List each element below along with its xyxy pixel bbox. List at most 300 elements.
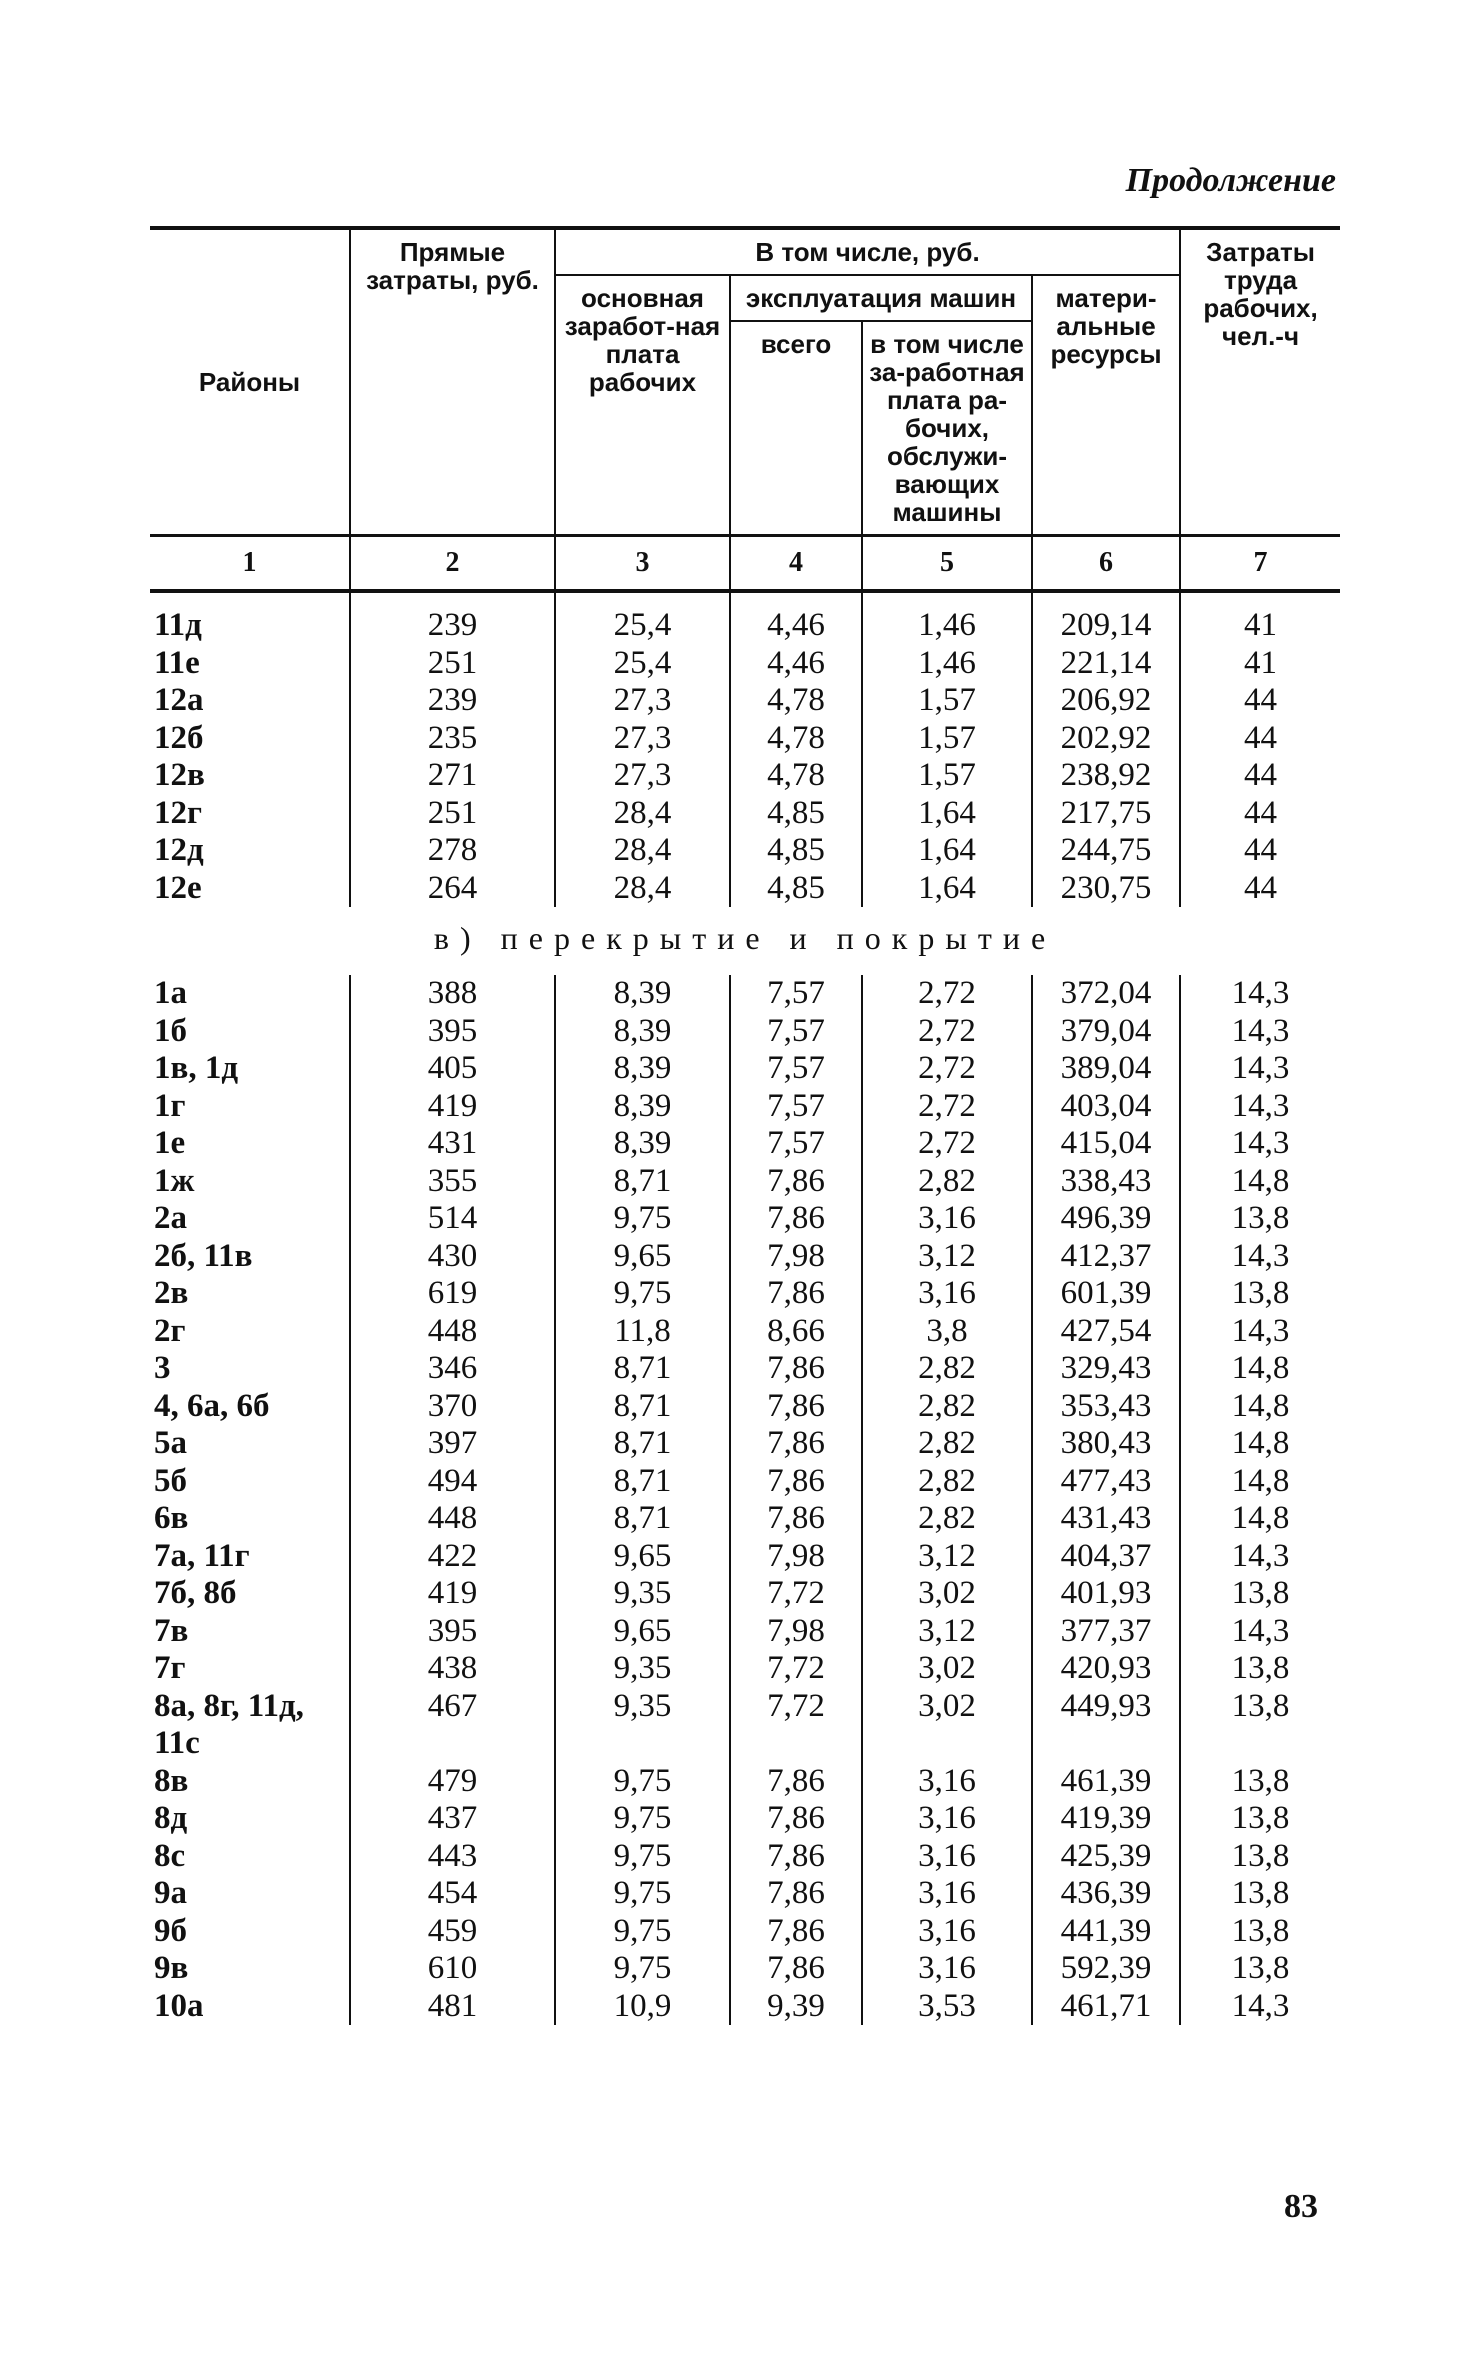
header-machines-wage: в том числе за-работная плата ра-бочих, обслужи-вающих машины <box>862 321 1032 536</box>
value-cell: 2,82 <box>862 1425 1032 1463</box>
value-cell: 7,98 <box>730 1538 862 1576</box>
value-cell: 3,16 <box>862 1838 1032 1876</box>
value-cell: 1,57 <box>862 757 1032 795</box>
value-cell: 14,3 <box>1180 1088 1340 1126</box>
value-cell: 14,3 <box>1180 1050 1340 1088</box>
table-body <box>150 591 1340 2025</box>
value-cell: 1,57 <box>862 682 1032 720</box>
header-machines-total: всего <box>730 321 862 536</box>
value-cell: 13,8 <box>1180 1950 1340 1988</box>
region-cell: 12г <box>154 794 202 831</box>
value-cell <box>862 1725 1032 1763</box>
value-cell: 206,92 <box>1032 682 1180 720</box>
region-cell: 1е <box>154 1125 186 1161</box>
value-cell: 448 <box>350 1313 555 1351</box>
value-cell: 8,39 <box>555 975 730 1013</box>
value-cell: 44 <box>1180 832 1340 870</box>
column-number: 5 <box>862 536 1032 592</box>
value-cell: 338,43 <box>1032 1163 1180 1201</box>
value-cell: 7,86 <box>730 1950 862 1988</box>
value-cell: 436,39 <box>1032 1875 1180 1913</box>
value-cell: 7,86 <box>730 1163 862 1201</box>
region-cell: 2б, 11в <box>154 1237 253 1274</box>
value-cell: 239 <box>350 682 555 720</box>
value-cell: 8,66 <box>730 1313 862 1351</box>
region-cell: 2г <box>154 1312 186 1349</box>
value-cell: 9,39 <box>730 1988 862 2026</box>
header-direct-costs: Прямые затраты, руб. <box>350 228 555 536</box>
value-cell: 7,86 <box>730 1388 862 1426</box>
value-cell: 355 <box>350 1163 555 1201</box>
region-cell: 5б <box>154 1462 187 1499</box>
region-cell: 1б <box>154 1012 187 1049</box>
value-cell: 14,8 <box>1180 1350 1340 1388</box>
region-cell: 1г <box>154 1087 186 1124</box>
value-cell: 370 <box>350 1388 555 1426</box>
value-cell: 28,4 <box>555 870 730 908</box>
value-cell: 419 <box>350 1575 555 1613</box>
value-cell: 610 <box>350 1950 555 1988</box>
value-cell: 7,57 <box>730 1088 862 1126</box>
value-cell: 27,3 <box>555 720 730 758</box>
region-cell: 5а <box>154 1425 187 1461</box>
region-cell: 1в, 1д <box>154 1050 239 1086</box>
value-cell: 8,39 <box>555 1125 730 1163</box>
value-cell: 514 <box>350 1200 555 1238</box>
region-cell: 9б <box>154 1912 187 1949</box>
value-cell: 7,57 <box>730 1013 862 1051</box>
value-cell: 9,75 <box>555 1763 730 1801</box>
value-cell: 437 <box>350 1800 555 1838</box>
region-cell: 8а, 8г, 11д, <box>154 1687 304 1724</box>
value-cell: 4,85 <box>730 870 862 908</box>
value-cell: 2,72 <box>862 975 1032 1013</box>
table-row <box>150 1350 1340 1388</box>
table-row <box>150 975 1340 1013</box>
value-cell: 494 <box>350 1463 555 1501</box>
value-cell: 4,78 <box>730 682 862 720</box>
value-cell: 7,72 <box>730 1575 862 1613</box>
value-cell: 477,43 <box>1032 1463 1180 1501</box>
region-cell: 7г <box>154 1650 186 1686</box>
value-cell: 481 <box>350 1988 555 2026</box>
table-row <box>150 795 1340 833</box>
value-cell: 3,16 <box>862 1800 1032 1838</box>
value-cell: 9,65 <box>555 1238 730 1276</box>
value-cell: 28,4 <box>555 832 730 870</box>
value-cell: 8,71 <box>555 1350 730 1388</box>
value-cell: 13,8 <box>1180 1800 1340 1838</box>
column-number: 6 <box>1032 536 1180 592</box>
value-cell: 3,02 <box>862 1575 1032 1613</box>
table-row <box>150 1800 1340 1838</box>
table-row <box>150 757 1340 795</box>
value-cell: 8,71 <box>555 1425 730 1463</box>
value-cell: 4,78 <box>730 720 862 758</box>
value-cell: 230,75 <box>1032 870 1180 908</box>
value-cell: 44 <box>1180 757 1340 795</box>
region-cell: 11д <box>154 607 202 643</box>
table-row <box>150 1275 1340 1313</box>
value-cell: 7,86 <box>730 1463 862 1501</box>
table-row <box>150 645 1340 683</box>
region-cell: 1а <box>154 975 187 1011</box>
value-cell: 3,16 <box>862 1875 1032 1913</box>
value-cell: 1,64 <box>862 870 1032 908</box>
value-cell: 9,75 <box>555 1913 730 1951</box>
header-regions: Районы <box>150 228 350 536</box>
value-cell: 3,02 <box>862 1688 1032 1726</box>
region-cell: 3 <box>154 1350 171 1386</box>
region-cell: 2в <box>154 1275 189 1311</box>
region-cell: 9а <box>154 1875 187 1911</box>
table-row <box>150 1388 1340 1426</box>
region-cell: 12б <box>154 719 204 756</box>
page-number: 83 <box>1284 2188 1318 2225</box>
region-cell: 11е <box>154 644 200 681</box>
region-cell: 6в <box>154 1500 189 1536</box>
value-cell: 419 <box>350 1088 555 1126</box>
value-cell: 13,8 <box>1180 1200 1340 1238</box>
value-cell: 412,37 <box>1032 1238 1180 1276</box>
value-cell: 415,04 <box>1032 1125 1180 1163</box>
value-cell: 3,16 <box>862 1913 1032 1951</box>
value-cell: 217,75 <box>1032 795 1180 833</box>
value-cell: 372,04 <box>1032 975 1180 1013</box>
value-cell: 2,72 <box>862 1013 1032 1051</box>
value-cell <box>1032 1725 1180 1763</box>
value-cell: 1,46 <box>862 591 1032 645</box>
table-row <box>150 1238 1340 1276</box>
value-cell: 13,8 <box>1180 1275 1340 1313</box>
table-row <box>150 832 1340 870</box>
value-cell: 454 <box>350 1875 555 1913</box>
value-cell: 25,4 <box>555 645 730 683</box>
column-numbers-row <box>150 536 1340 592</box>
value-cell: 388 <box>350 975 555 1013</box>
value-cell: 7,98 <box>730 1613 862 1651</box>
value-cell: 431 <box>350 1125 555 1163</box>
value-cell: 14,8 <box>1180 1425 1340 1463</box>
region-cell: 7б, 8б <box>154 1575 237 1611</box>
value-cell: 14,3 <box>1180 1238 1340 1276</box>
column-number: 1 <box>150 536 350 592</box>
table-row <box>150 1913 1340 1951</box>
table-row <box>150 1463 1340 1501</box>
value-cell: 395 <box>350 1613 555 1651</box>
value-cell: 405 <box>350 1050 555 1088</box>
value-cell: 25,4 <box>555 591 730 645</box>
value-cell: 4,85 <box>730 832 862 870</box>
value-cell: 441,39 <box>1032 1913 1180 1951</box>
value-cell: 9,75 <box>555 1838 730 1876</box>
value-cell: 41 <box>1180 645 1340 683</box>
value-cell: 2,82 <box>862 1163 1032 1201</box>
value-cell: 592,39 <box>1032 1950 1180 1988</box>
column-number: 7 <box>1180 536 1340 592</box>
value-cell: 2,72 <box>862 1050 1032 1088</box>
value-cell: 7,86 <box>730 1763 862 1801</box>
value-cell: 7,86 <box>730 1875 862 1913</box>
value-cell: 380,43 <box>1032 1425 1180 1463</box>
value-cell: 2,72 <box>862 1088 1032 1126</box>
region-cell: 11с <box>154 1725 200 1761</box>
value-cell: 431,43 <box>1032 1500 1180 1538</box>
value-cell: 9,35 <box>555 1650 730 1688</box>
value-cell: 9,75 <box>555 1275 730 1313</box>
value-cell: 8,39 <box>555 1088 730 1126</box>
table-row <box>150 1163 1340 1201</box>
value-cell: 238,92 <box>1032 757 1180 795</box>
value-cell: 44 <box>1180 795 1340 833</box>
value-cell: 1,46 <box>862 645 1032 683</box>
region-cell: 12в <box>154 757 205 793</box>
value-cell: 13,8 <box>1180 1913 1340 1951</box>
value-cell <box>350 1725 555 1763</box>
header-including-group: В том числе, руб. <box>555 228 1180 275</box>
region-cell: 1ж <box>154 1162 195 1199</box>
value-cell: 346 <box>350 1350 555 1388</box>
value-cell: 8,71 <box>555 1388 730 1426</box>
value-cell: 7,98 <box>730 1238 862 1276</box>
value-cell: 14,3 <box>1180 1613 1340 1651</box>
value-cell: 7,57 <box>730 1125 862 1163</box>
value-cell: 7,86 <box>730 1800 862 1838</box>
value-cell: 44 <box>1180 870 1340 908</box>
value-cell: 7,86 <box>730 1838 862 1876</box>
value-cell: 221,14 <box>1032 645 1180 683</box>
value-cell: 422 <box>350 1538 555 1576</box>
value-cell: 9,35 <box>555 1575 730 1613</box>
value-cell: 8,71 <box>555 1463 730 1501</box>
value-cell: 430 <box>350 1238 555 1276</box>
value-cell: 9,65 <box>555 1538 730 1576</box>
value-cell: 389,04 <box>1032 1050 1180 1088</box>
value-cell: 420,93 <box>1032 1650 1180 1688</box>
value-cell: 7,72 <box>730 1688 862 1726</box>
value-cell: 397 <box>350 1425 555 1463</box>
value-cell: 244,75 <box>1032 832 1180 870</box>
value-cell <box>555 1725 730 1763</box>
value-cell: 7,86 <box>730 1913 862 1951</box>
section-title: в) перекрытие и покрытие <box>433 920 1057 957</box>
value-cell: 2,72 <box>862 1125 1032 1163</box>
value-cell: 8,39 <box>555 1013 730 1051</box>
value-cell: 14,8 <box>1180 1163 1340 1201</box>
table-row <box>150 1500 1340 1538</box>
value-cell: 1,64 <box>862 832 1032 870</box>
value-cell: 3,16 <box>862 1275 1032 1313</box>
region-cell: 9в <box>154 1950 189 1986</box>
value-cell: 14,3 <box>1180 1125 1340 1163</box>
table-row <box>150 1950 1340 1988</box>
value-cell: 7,86 <box>730 1500 862 1538</box>
value-cell: 448 <box>350 1500 555 1538</box>
value-cell: 395 <box>350 1013 555 1051</box>
column-number: 3 <box>555 536 730 592</box>
value-cell: 13,8 <box>1180 1688 1340 1726</box>
value-cell: 8,39 <box>555 1050 730 1088</box>
value-cell: 1,57 <box>862 720 1032 758</box>
value-cell: 1,64 <box>862 795 1032 833</box>
region-cell: 8в <box>154 1762 189 1799</box>
value-cell: 11,8 <box>555 1313 730 1351</box>
value-cell: 44 <box>1180 720 1340 758</box>
value-cell: 9,35 <box>555 1688 730 1726</box>
table-row <box>150 1725 1340 1763</box>
value-cell: 13,8 <box>1180 1763 1340 1801</box>
region-cell: 7в <box>154 1612 189 1649</box>
header-machines-group: эксплуатация машин <box>730 275 1032 321</box>
value-cell: 251 <box>350 645 555 683</box>
value-cell: 7,72 <box>730 1650 862 1688</box>
value-cell: 41 <box>1180 591 1340 645</box>
value-cell: 27,3 <box>555 757 730 795</box>
region-cell: 4, 6а, 6б <box>154 1387 270 1424</box>
value-cell <box>1180 1725 1340 1763</box>
value-cell: 9,75 <box>555 1200 730 1238</box>
continuation-label: Продолжение <box>1125 162 1336 199</box>
table-row <box>150 1875 1340 1913</box>
table-row <box>150 1575 1340 1613</box>
value-cell: 467 <box>350 1688 555 1726</box>
header-labor: Затраты труда рабочих, чел.-ч <box>1180 228 1340 536</box>
cost-table <box>150 226 1340 2025</box>
region-cell: 12а <box>154 682 204 718</box>
value-cell: 459 <box>350 1913 555 1951</box>
value-cell: 461,71 <box>1032 1988 1180 2026</box>
value-cell: 8,71 <box>555 1163 730 1201</box>
value-cell: 13,8 <box>1180 1838 1340 1876</box>
region-cell: 12д <box>154 832 204 868</box>
table-row <box>150 1088 1340 1126</box>
region-cell: 8д <box>154 1800 188 1836</box>
value-cell: 425,39 <box>1032 1838 1180 1876</box>
value-cell: 4,46 <box>730 645 862 683</box>
value-cell: 404,37 <box>1032 1538 1180 1576</box>
value-cell: 10,9 <box>555 1988 730 2026</box>
column-number: 2 <box>350 536 555 592</box>
table-row <box>150 1313 1340 1351</box>
value-cell: 8,71 <box>555 1500 730 1538</box>
value-cell: 403,04 <box>1032 1088 1180 1126</box>
table-row <box>150 1200 1340 1238</box>
table-row <box>150 682 1340 720</box>
value-cell: 7,86 <box>730 1350 862 1388</box>
value-cell: 619 <box>350 1275 555 1313</box>
value-cell: 353,43 <box>1032 1388 1180 1426</box>
value-cell: 13,8 <box>1180 1575 1340 1613</box>
value-cell: 7,86 <box>730 1275 862 1313</box>
value-cell: 3,8 <box>862 1313 1032 1351</box>
value-cell: 14,3 <box>1180 1538 1340 1576</box>
value-cell: 14,3 <box>1180 1313 1340 1351</box>
value-cell: 14,3 <box>1180 1988 1340 2026</box>
value-cell: 9,75 <box>555 1875 730 1913</box>
value-cell: 202,92 <box>1032 720 1180 758</box>
value-cell: 14,8 <box>1180 1388 1340 1426</box>
table-row <box>150 1125 1340 1163</box>
table-row <box>150 1838 1340 1876</box>
table-row <box>150 1538 1340 1576</box>
value-cell: 438 <box>350 1650 555 1688</box>
table-row <box>150 1425 1340 1463</box>
value-cell: 14,8 <box>1180 1463 1340 1501</box>
table-row <box>150 1613 1340 1651</box>
region-cell: 10а <box>154 1987 204 2024</box>
value-cell: 9,75 <box>555 1800 730 1838</box>
value-cell: 377,37 <box>1032 1613 1180 1651</box>
table-row <box>150 591 1340 645</box>
value-cell: 13,8 <box>1180 1650 1340 1688</box>
value-cell <box>730 1725 862 1763</box>
table-row <box>150 1688 1340 1726</box>
region-cell: 2а <box>154 1200 187 1236</box>
section-row <box>150 907 1340 975</box>
value-cell: 3,12 <box>862 1238 1032 1276</box>
value-cell: 2,82 <box>862 1350 1032 1388</box>
header-materials: матери-альные ресурсы <box>1032 275 1180 536</box>
value-cell: 2,82 <box>862 1463 1032 1501</box>
value-cell: 14,3 <box>1180 1013 1340 1051</box>
value-cell: 9,75 <box>555 1950 730 1988</box>
value-cell: 3,16 <box>862 1200 1032 1238</box>
value-cell: 264 <box>350 870 555 908</box>
region-cell: 12е <box>154 869 202 906</box>
table-row <box>150 1988 1340 2026</box>
value-cell: 7,57 <box>730 975 862 1013</box>
table-row <box>150 1650 1340 1688</box>
value-cell: 379,04 <box>1032 1013 1180 1051</box>
value-cell: 3,16 <box>862 1950 1032 1988</box>
value-cell: 2,82 <box>862 1388 1032 1426</box>
value-cell: 3,53 <box>862 1988 1032 2026</box>
value-cell: 209,14 <box>1032 591 1180 645</box>
value-cell: 7,86 <box>730 1200 862 1238</box>
value-cell: 496,39 <box>1032 1200 1180 1238</box>
value-cell: 278 <box>350 832 555 870</box>
table-row <box>150 870 1340 908</box>
value-cell: 2,82 <box>862 1500 1032 1538</box>
value-cell: 601,39 <box>1032 1275 1180 1313</box>
value-cell: 479 <box>350 1763 555 1801</box>
value-cell: 27,3 <box>555 682 730 720</box>
value-cell: 3,12 <box>862 1538 1032 1576</box>
value-cell: 251 <box>350 795 555 833</box>
value-cell: 4,85 <box>730 795 862 833</box>
column-number: 4 <box>730 536 862 592</box>
value-cell: 443 <box>350 1838 555 1876</box>
value-cell: 3,02 <box>862 1650 1032 1688</box>
value-cell: 14,8 <box>1180 1500 1340 1538</box>
header-base-wage: основная заработ-ная плата рабочих <box>555 275 730 536</box>
table-row <box>150 720 1340 758</box>
value-cell: 3,16 <box>862 1763 1032 1801</box>
value-cell: 271 <box>350 757 555 795</box>
table-row <box>150 1050 1340 1088</box>
value-cell: 427,54 <box>1032 1313 1180 1351</box>
region-cell: 8с <box>154 1837 186 1874</box>
value-cell: 13,8 <box>1180 1875 1340 1913</box>
value-cell: 9,65 <box>555 1613 730 1651</box>
value-cell: 461,39 <box>1032 1763 1180 1801</box>
value-cell: 235 <box>350 720 555 758</box>
value-cell: 449,93 <box>1032 1688 1180 1726</box>
value-cell: 7,57 <box>730 1050 862 1088</box>
value-cell: 4,46 <box>730 591 862 645</box>
value-cell: 44 <box>1180 682 1340 720</box>
value-cell: 419,39 <box>1032 1800 1180 1838</box>
